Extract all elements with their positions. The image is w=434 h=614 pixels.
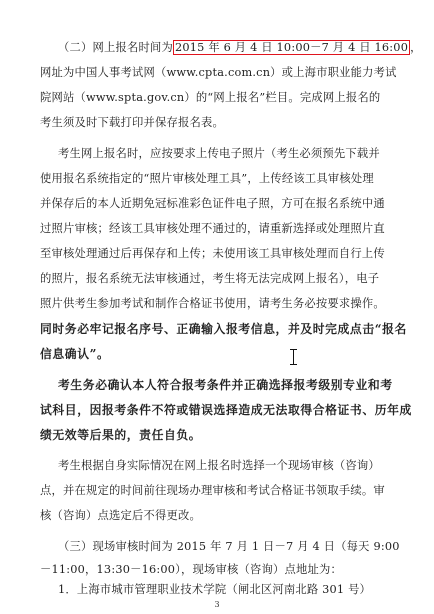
paragraph-5-line-1: （三）现场审核时间为 2015 年 7 月 1 日－7 月 4 日（每天 9:00: [58, 540, 400, 553]
paragraph-2-line-7: 照片供考生参加考试和制作合格证书使用，请考生务必按要求操作。: [40, 297, 385, 310]
page-number: 3: [214, 600, 220, 609]
registration-time-highlight: 2015 年 6 月 4 日 10:00－7 月 4 日 16:00: [174, 41, 409, 54]
paragraph-2-line-8: 同时务必牢记报名序号、正确输入报考信息，并及时完成点击“报名: [40, 322, 407, 336]
paragraph-5-line-3: 1．上海市城市管理职业技术学院（闸北区河南北路 301 号）: [58, 583, 372, 596]
registration-time-label: （二）网上报名时间为: [58, 41, 173, 54]
paragraph-3-line-1: 考生务必确认本人符合报考条件并正确选择报考级别专业和考: [58, 378, 393, 392]
paragraph-2-line-4: 过照片审核；经该工具审核处理不通过的，请重新选择或处理照片直: [40, 222, 385, 235]
paragraph-3-line-3: 绩无效等后果的，责任自负。: [40, 428, 202, 442]
paragraph-2-line-2: 使用报名系统指定的“照片审核处理工具”，上传经该工具审核处理: [40, 172, 374, 185]
paragraph-2-line-9: 信息确认”。: [40, 347, 110, 361]
paragraph-4-line-2: 点，并在规定的时间前往现场办理审核和考试合格证书领取手续。审: [40, 484, 385, 497]
paragraph-1-line-1: [58, 40, 422, 56]
paragraph-2-line-1: 考生网上报名时，应按要求上传电子照片（考生必须预先下载并: [58, 147, 380, 160]
paragraph-5-line-2: －11:00，13:30－16:00），现场审核（咨询）点地址为：: [40, 563, 342, 576]
paragraph-1-line-2: 网址为中国人事考试网（www.cpta.com.cn）或上海市职业能力考试: [40, 66, 397, 79]
paragraph-1-line-4: 考生须及时下载打印并保存报名表。: [40, 116, 224, 129]
paragraph-3-line-2: 试科目，因报考条件不符或错误选择造成无法取得合格证书、历年成: [40, 403, 412, 417]
paragraph-2-line-6: 的照片，报名系统无法审核通过，考生将无法完成网上报名），电子: [40, 272, 380, 285]
paragraph-1-line-3: 院网站（www.spta.gov.cn）的“网上报名”栏目。完成网上报名的: [40, 91, 381, 104]
registration-time-suffix: ，: [410, 41, 422, 54]
paragraph-4-line-3: 核（咨询）点选定后不得更改。: [40, 509, 201, 522]
paragraph-2-line-3: 并保存后的本人近期免冠标准彩色证件电子照，方可在报名系统中通: [40, 197, 385, 210]
paragraph-2-line-5: 至审核处理通过后再保存和上传；未使用该工具审核处理而自行上传: [40, 247, 385, 260]
text-cursor-icon: [290, 349, 297, 365]
paragraph-4-line-1: 考生根据自身实际情况在网上报名时选择一个现场审核（咨询）: [58, 459, 380, 472]
